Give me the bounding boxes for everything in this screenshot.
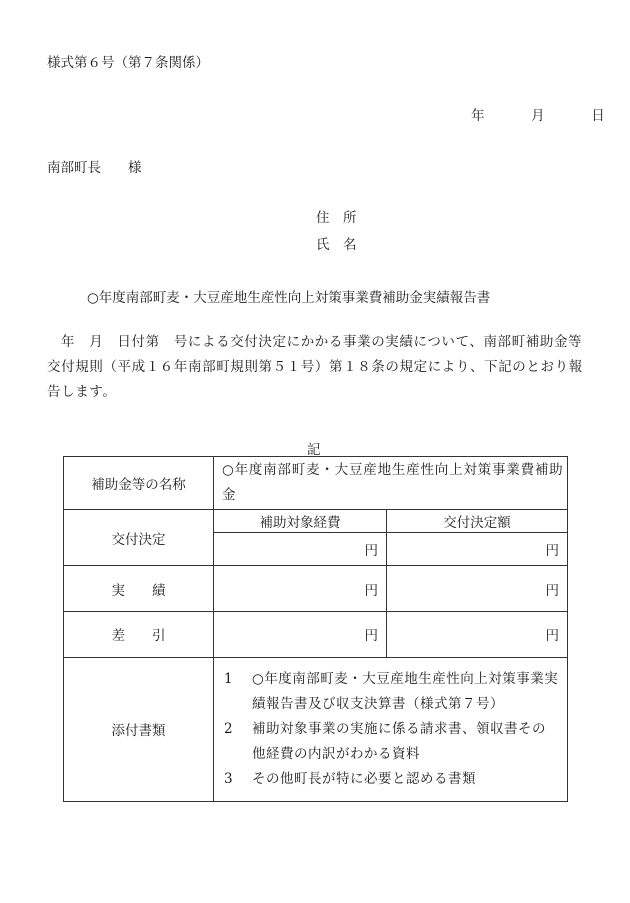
col-grant-amount: 交付決定額 bbox=[387, 510, 568, 533]
row-subsidy-name bbox=[64, 457, 568, 510]
row-actual bbox=[64, 566, 568, 612]
addressee: 南部町長 様 bbox=[47, 160, 142, 176]
attachment-text: ○年度南部町麦・大豆産地生産性向上対策事業実績報告書及び収支決算書（様式第７号） bbox=[252, 670, 559, 712]
date-line bbox=[471, 104, 605, 124]
grant-decision-label: 交付決定 bbox=[64, 510, 214, 566]
grant-amount-yen: 円 bbox=[387, 533, 568, 566]
date-month: 月 bbox=[531, 108, 545, 124]
address-label: 住 所 bbox=[316, 210, 357, 226]
grant-eligible-yen: 円 bbox=[214, 533, 387, 566]
name-label: 氏 名 bbox=[316, 237, 357, 253]
ki-heading: 記 bbox=[307, 442, 321, 458]
report-table bbox=[63, 456, 568, 802]
attachment-text: その他町長が特に必要と認める書類 bbox=[252, 770, 476, 787]
date-year: 年 bbox=[471, 108, 485, 124]
attachment-number: 1 bbox=[224, 670, 234, 687]
attachment-text: 補助対象事業の実施に係る請求書、領収書その他経費の内訳がわかる資料 bbox=[252, 720, 546, 762]
report-title: ○年度南部町麦・大豆産地生産性向上対策事業費補助金実績報告書 bbox=[87, 290, 491, 306]
difference-eligible-yen: 円 bbox=[214, 612, 387, 657]
attachment-item bbox=[222, 717, 559, 767]
row-difference bbox=[64, 612, 568, 657]
row-attachments bbox=[64, 657, 568, 801]
form-number: 様式第６号（第７条関係） bbox=[47, 55, 209, 71]
attachment-number: 2 bbox=[224, 720, 234, 737]
attachment-item bbox=[222, 767, 559, 792]
attachment-number: 3 bbox=[224, 770, 234, 787]
attachments-list bbox=[214, 657, 568, 801]
actual-eligible-yen: 円 bbox=[214, 566, 387, 612]
difference-amount-yen: 円 bbox=[387, 612, 568, 657]
col-eligible-cost: 補助対象経費 bbox=[214, 510, 387, 533]
report-body: 年 月 日付第 号による交付決定にかかる事業の実績について、南部町補助金等交付規則（平成１６年南部町規則第５１号）第１８条の規定により、下記のとおり報告します。 bbox=[47, 334, 583, 400]
subsidy-name-label: 補助金等の名称 bbox=[64, 457, 214, 510]
subsidy-name-value: ○年度南部町麦・大豆産地生産性向上対策事業費補助金 bbox=[214, 457, 568, 510]
attachments-label: 添付書類 bbox=[64, 657, 214, 801]
row-grant-decision-header bbox=[64, 510, 568, 533]
actual-label: 実 績 bbox=[64, 566, 214, 612]
difference-label: 差 引 bbox=[64, 612, 214, 657]
date-day: 日 bbox=[591, 108, 605, 124]
attachment-item bbox=[222, 667, 559, 717]
actual-amount-yen: 円 bbox=[387, 566, 568, 612]
